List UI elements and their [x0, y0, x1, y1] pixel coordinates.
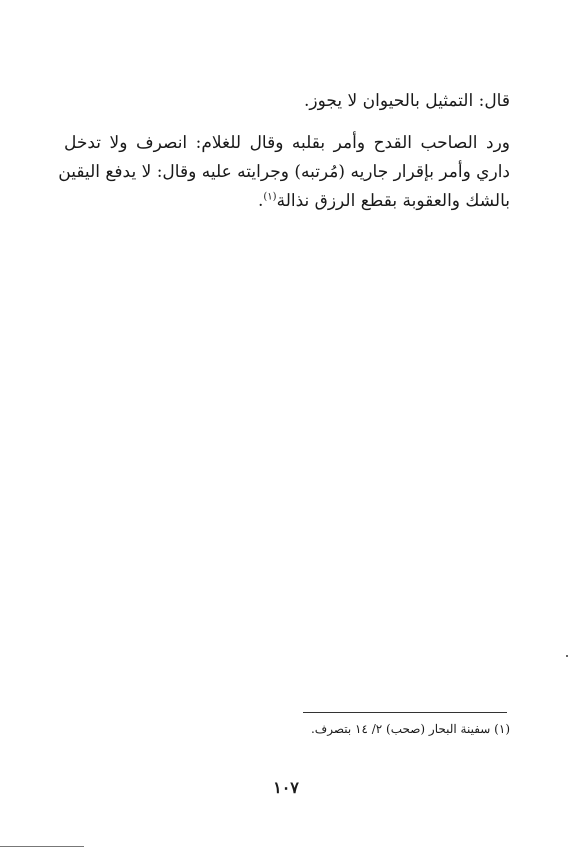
body-line-1: قال: التمثيل بالحيوان لا يجوز. [304, 91, 510, 111]
footnote-reference: (١) [263, 191, 277, 203]
body-line-4-period: . [257, 191, 264, 211]
body-line-4 [258, 189, 510, 213]
body-line-2: ورد الصاحب القدح وأمر بقلبه وقال للغلام: انصرف ولا تدخل [64, 133, 510, 153]
page-number: ١٠٧ [273, 778, 299, 797]
body-line-4-text: بالشك والعقوبة بقطع الرزق نذالة [276, 191, 510, 211]
scan-speck [566, 655, 568, 657]
footnote-separator [303, 712, 507, 713]
scan-edge-line [0, 846, 84, 847]
footnote-1: (١) سفينة البحار (صحب) ٢/ ١٤ بتصرف. [310, 722, 510, 736]
body-line-3: داري وأمر بإقرار جاريه (مُرتبه) وجرايته عليه وقال: لا يدفع اليقين [58, 162, 510, 182]
